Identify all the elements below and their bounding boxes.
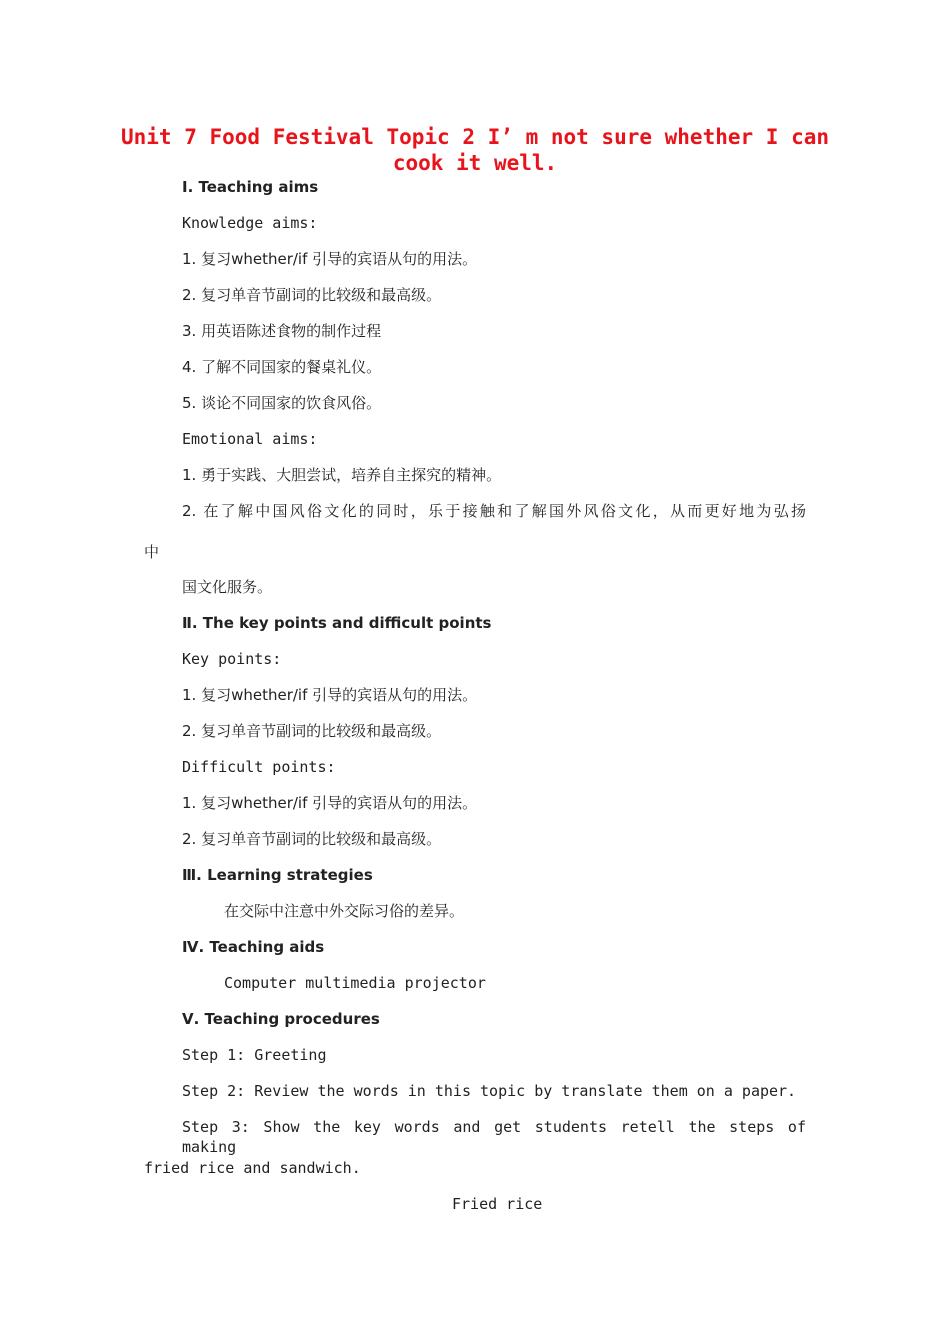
learning-strategies-text: 在交际中注意中外交际习俗的差异。 (224, 902, 465, 920)
document-title-line-1: Unit 7 Food Festival Topic 2 I’ m not sure whether I can (120, 125, 829, 149)
section-2-heading: Ⅱ. The key points and difficult points (182, 614, 492, 632)
knowledge-item: 3. 用英语陈述食物的制作过程 (182, 322, 382, 340)
key-points-label: Key points: (182, 650, 282, 668)
procedure-step-wrap: fried rice and sandwich. (144, 1159, 361, 1177)
fried-rice-label: Fried rice (452, 1195, 543, 1213)
section-1-heading: Ⅰ. Teaching aims (182, 178, 319, 196)
emotional-aims-label: Emotional aims: (182, 430, 318, 448)
emotional-item: 1. 勇于实践、大胆尝试，培养自主探究的精神。 (182, 466, 502, 484)
section-5-heading: Ⅴ. Teaching procedures (182, 1010, 380, 1028)
procedure-step: Step 1: Greeting (182, 1046, 327, 1064)
section-4-heading: Ⅳ. Teaching aids (182, 938, 325, 956)
key-point-item: 1. 复习whether/if 引导的宾语从句的用法。 (182, 686, 478, 704)
difficult-points-label: Difficult points: (182, 758, 336, 776)
emotional-item-wrap: 国文化服务。 (182, 578, 273, 596)
difficult-point-item: 1. 复习whether/if 引导的宾语从句的用法。 (182, 794, 478, 812)
knowledge-item: 4. 了解不同国家的餐桌礼仪。 (182, 358, 382, 376)
knowledge-aims-label: Knowledge aims: (182, 214, 318, 232)
section-3-heading: Ⅲ. Learning strategies (182, 866, 373, 884)
procedure-step: Step 3: Show the key words and get students retell the steps of making (182, 1118, 806, 1156)
emotional-item: 2. 在了解中国风俗文化的同时，乐于接触和了解国外风俗文化，从而更好地为弘扬 (182, 502, 806, 520)
procedure-step: Step 2: Review the words in this topic by translate them on a paper. (182, 1082, 797, 1100)
document-title-line-2: cook it well. (392, 151, 558, 175)
teaching-aids-text: Computer multimedia projector (224, 974, 486, 992)
emotional-item-wrap: 中 (144, 543, 160, 561)
key-point-item: 2. 复习单音节副词的比较级和最高级。 (182, 722, 442, 740)
difficult-point-item: 2. 复习单音节副词的比较级和最高级。 (182, 830, 442, 848)
knowledge-item: 5. 谈论不同国家的饮食风俗。 (182, 394, 382, 412)
knowledge-item: 1. 复习whether/if 引导的宾语从句的用法。 (182, 250, 478, 268)
knowledge-item: 2. 复习单音节副词的比较级和最高级。 (182, 286, 442, 304)
